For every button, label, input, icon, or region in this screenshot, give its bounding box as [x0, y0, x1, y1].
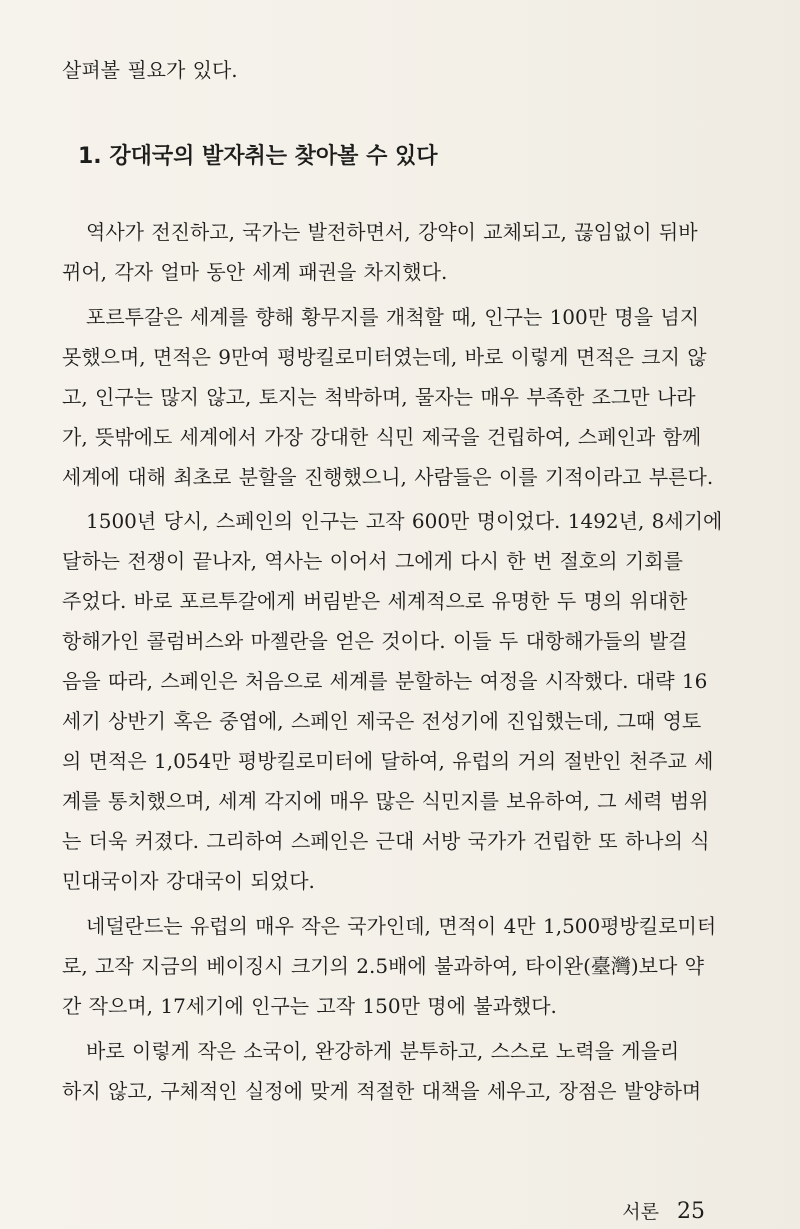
body-line: 달하는 전쟁이 끝나자, 역사는 이어서 그에게 다시 한 번 절호의 기회를	[62, 549, 683, 573]
body-line: 계를 통치했으며, 세계 각지에 매우 많은 식민지를 보유하여, 그 세력 범위	[62, 789, 709, 813]
body-line: 역사가 전진하고, 국가는 발전하면서, 강약이 교체되고, 끊임없이 뒤바	[86, 220, 698, 244]
body-line: 민대국이자 강대국이 되었다.	[62, 869, 315, 893]
body-line: 하지 않고, 구체적인 실정에 맞게 적절한 대책을 세우고, 장점은 발양하며	[62, 1079, 702, 1103]
page-number: 25	[677, 1199, 705, 1224]
body-line: 로, 고작 지금의 베이징시 크기의 2.5배에 불과하여, 타이완(臺灣)보다 약	[62, 954, 704, 978]
body-line: 바로 이렇게 작은 소국이, 완강하게 분투하고, 스스로 노력을 게을리	[86, 1039, 680, 1063]
body-line: 1500년 당시, 스페인의 인구는 고작 600만 명이었다. 1492년, 8세기에	[86, 509, 723, 533]
body-line: 포르투갈은 세계를 향해 황무지를 개척할 때, 인구는 100만 명을 넘지	[86, 305, 700, 329]
body-line: 고, 인구는 많지 않고, 토지는 척박하며, 물자는 매우 부족한 조그만 나라	[62, 385, 696, 409]
body-line: 주었다. 바로 포르투갈에게 버림받은 세계적으로 유명한 두 명의 위대한	[62, 589, 688, 613]
body-line: 네덜란드는 유럽의 매우 작은 국가인데, 면적이 4만 1,500평방킬로미터	[86, 914, 717, 938]
body-line: 항해가인 콜럼버스와 마젤란을 얻은 것이다. 이들 두 대항해가들의 발걸	[62, 629, 688, 653]
body-line-top: 살펴볼 필요가 있다.	[62, 58, 238, 82]
section-heading: 1. 강대국의 발자취는 찾아볼 수 있다	[78, 144, 438, 169]
body-line: 는 더욱 커졌다. 그리하여 스페인은 근대 서방 국가가 건립한 또 하나의 식	[62, 829, 710, 853]
footer-section-title: 서론	[622, 1201, 659, 1223]
body-line: 가, 뜻밖에도 세계에서 가장 강대한 식민 제국을 건립하여, 스페인과 함께	[62, 425, 702, 449]
body-line: 음을 따라, 스페인은 처음으로 세계를 분할하는 여정을 시작했다. 대략 16	[62, 669, 708, 693]
body-line: 세기 상반기 혹은 중엽에, 스페인 제국은 전성기에 진입했는데, 그때 영토	[62, 709, 702, 733]
body-line: 의 면적은 1,054만 평방킬로미터에 달하여, 유럽의 거의 절반인 천주교 세	[62, 749, 714, 773]
page-footer	[622, 1197, 705, 1224]
body-line: 뀌어, 각자 얼마 동안 세계 패권을 차지했다.	[62, 260, 448, 284]
body-line: 못했으며, 면적은 9만여 평방킬로미터였는데, 바로 이렇게 면적은 크지 않	[62, 345, 707, 369]
body-line: 간 작으며, 17세기에 인구는 고작 150만 명에 불과했다.	[62, 994, 557, 1018]
body-line: 세계에 대해 최초로 분할을 진행했으니, 사람들은 이를 기적이라고 부른다.	[62, 465, 714, 489]
